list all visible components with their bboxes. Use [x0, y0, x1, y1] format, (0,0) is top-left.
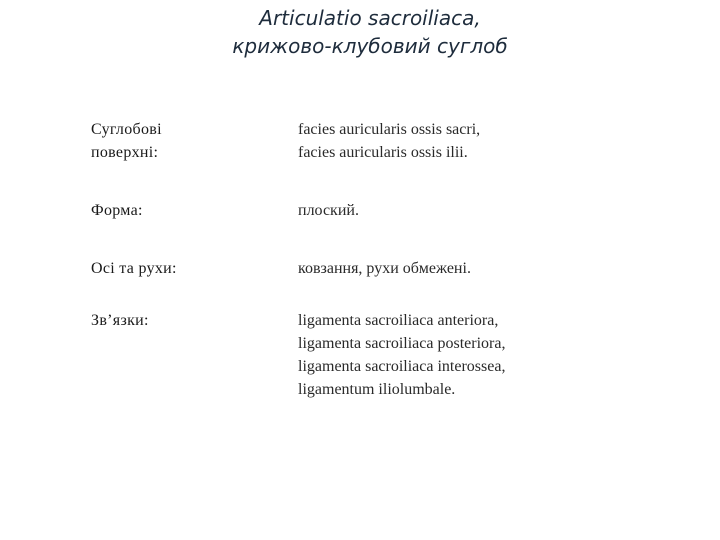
- row-label: Форма:: [91, 202, 143, 219]
- row-label: Зв’язки:: [91, 312, 149, 329]
- row-value: ковзання, рухи обмежені.: [298, 260, 471, 277]
- slide-title: [0, 4, 720, 60]
- row-label: Осі та рухи:: [91, 260, 177, 277]
- row-value: facies auricularis ossis sacri, facies auricularis ossis ilii.: [298, 121, 481, 161]
- row-label: Суглобові поверхні:: [91, 121, 162, 161]
- row-value: плоский.: [298, 202, 359, 219]
- row-value: ligamenta sacroiliaca anteriora, ligamenta sacroiliaca posteriora, ligamenta sacroiliaca interossea, ligamentum iliolumbale.: [298, 312, 506, 398]
- title-ukrainian: крижово-клубовий суглоб: [232, 34, 508, 58]
- title-latin: Articulatio sacroiliaca,: [259, 6, 481, 30]
